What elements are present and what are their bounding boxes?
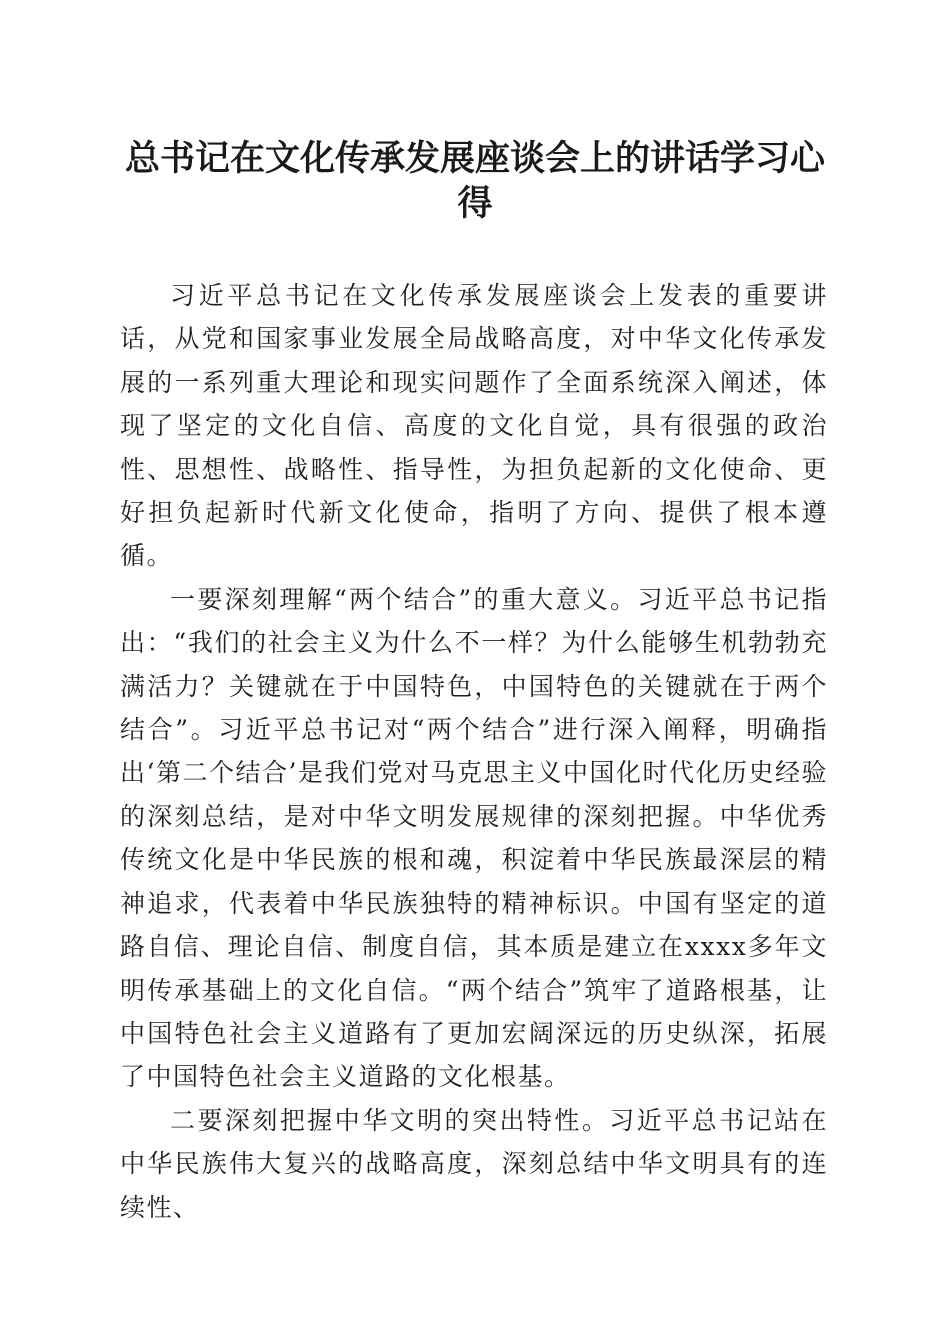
paragraph-point-two: 二要深刻把握中华文明的突出特性。习近平总书记站在中华民族伟大复兴的战略高度，深刻总结中华文明具有的连续性、 xyxy=(120,1105,828,1222)
paragraph-intro: 习近平总书记在文化传承发展座谈会上发表的重要讲话，从党和国家事业发展全局战略高度，对中华文化传承发展的一系列重大理论和现实问题作了全面系统深入阐述，体现了坚定的文化自信、高度的文化自觉，具有很强的政治性、思想性、战略性、指导性，为担负起新的文化使命、更好担负起新时代新文化使命，指明了方向、提供了根本遵循。 xyxy=(120,281,828,571)
document-title: 总书记在文化传承发展座谈会上的讲话学习心得 xyxy=(124,138,825,224)
document-body xyxy=(120,274,828,1229)
paragraph-point-one: 一要深刻理解“两个结合”的重大意义。习近平总书记指出：“我们的社会主义为什么不一样？为什么能够生机勃勃充满活力？关键就在于中国特色，中国特色的关键就在于两个结合”。习近平总书记对“两个结合”进行深入阐释，明确指出‘第二个结合’是我们党对马克思主义中国化时代化历史经验的深刻总结，是对中华文明发展规律的深刻把握。中华优秀传统文化是中华民族的根和魂，积淀着中华民族最深层的精神追求，代表着中华民族独特的精神标识。中国有坚定的道路自信、理论自信、制度自信，其本质是建立在xxxx多年文明传承基础上的文化自信。“两个结合”筑牢了道路根基，让中国特色社会主义道路有了更加宏阔深远的历史纵深，拓展了中国特色社会主义道路的文化根基。 xyxy=(120,584,828,1092)
